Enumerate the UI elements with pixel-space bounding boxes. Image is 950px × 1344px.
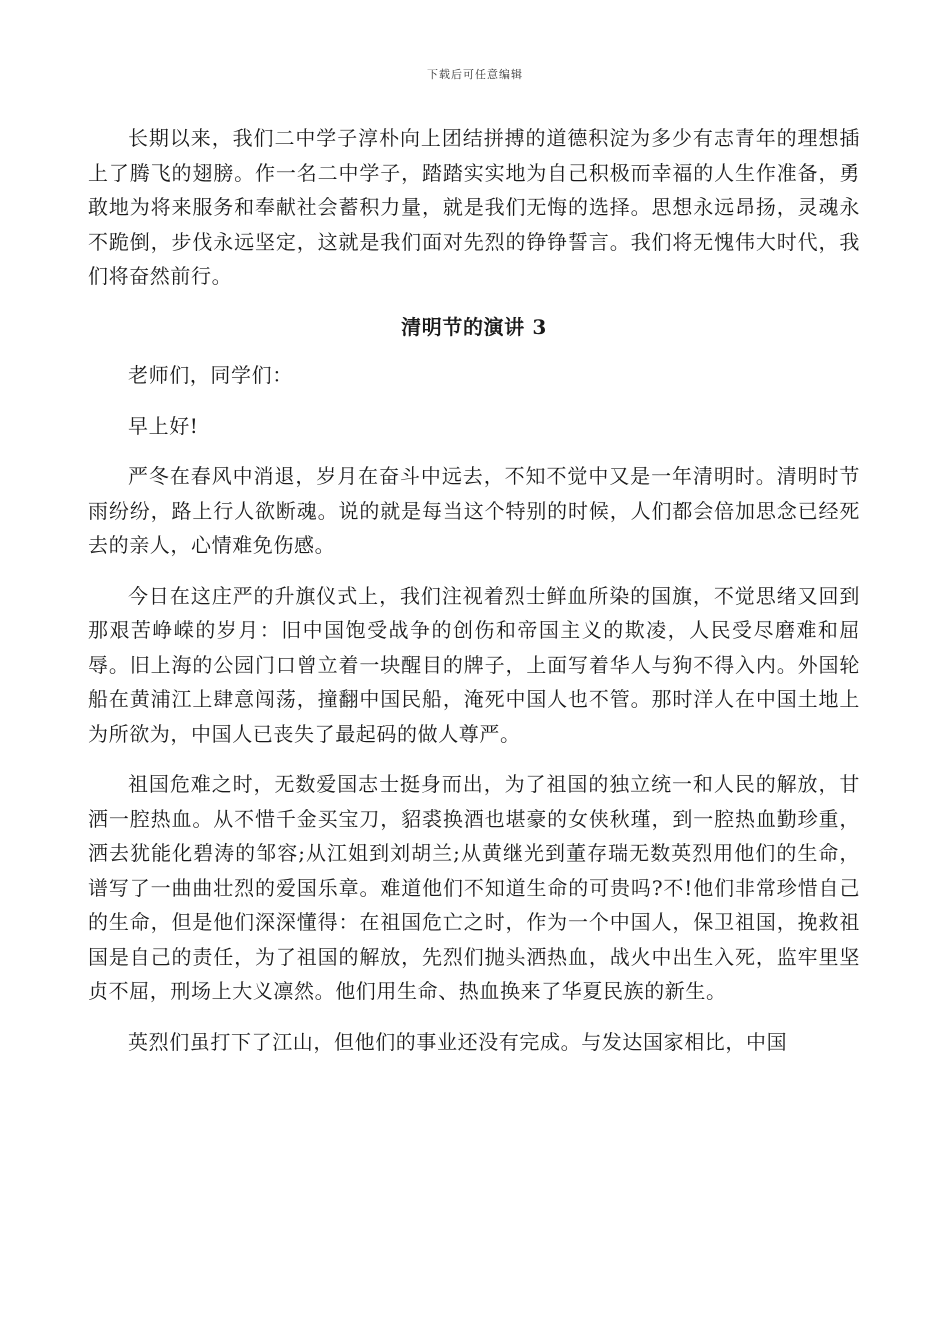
paragraph-5: 英烈们虽打下了江山，但他们的事业还没有完成。与发达国家相比，中国 [128, 1029, 788, 1054]
page-header: 下载后可任意编辑 [427, 68, 523, 81]
document-body [88, 121, 860, 1075]
paragraph-1: 长期以来，我们二中学子淳朴向上团结拼搏的道德积淀为多少有志青年的理想插上了腾飞的翅膀。作一名二中学子，踏踏实实地为自己积极而幸福的人生作准备，勇敢地为将来服务和奉献社会蓄积力量，就是我们无悔的选择。思想永远昂扬，灵魂永不跪倒，步伐永远坚定，这就是我们面对先烈的铮铮誓言。我们将无愧伟大时代，我们将奋然前行。 [88, 126, 860, 288]
greeting: 老师们，同学们： [128, 363, 293, 387]
paragraph-3: 今日在这庄严的升旗仪式上，我们注视着烈士鲜血所染的国旗，不觉思绪又回到那艰苦峥嵘的岁月：旧中国饱受战争的创伤和帝国主义的欺凌，人民受尽磨难和屈辱。旧上海的公园门口曾立着一块醒目的牌子，上面写着华人与狗不得入内。外国轮船在黄浦江上肆意闯荡，撞翻中国民船，淹死中国人也不管。那时洋人在中国土地上为所欲为，中国人已丧失了最起码的做人尊严。 [88, 583, 860, 746]
section-title: 清明节的演讲 3 [401, 314, 547, 339]
paragraph-4: 祖国危难之时，无数爱国志士挺身而出，为了祖国的独立统一和人民的解放，甘洒一腔热血。从不惜千金买宝刀，貂裘换酒也堪豪的女侠秋瑾，到一腔热血勤珍重，洒去犹能化碧涛的邹容;从江姐到刘胡兰;从黄继光到董存瑞无数英烈用他们的生命，谱写了一曲曲壮烈的爱国乐章。难道他们不知道生命的可贵吗?不!他们非常珍惜自己的生命，但是他们深深懂得：在祖国危亡之时，作为一个中国人，保卫祖国，挽救祖国是自己的责任，为了祖国的解放，先烈们抛头洒热血，战火中出生入死，监牢里坚贞不屈，刑场上大义凛然。他们用生命、热血换来了华夏民族的新生。 [88, 772, 860, 1003]
morning-greeting: 早上好! [128, 413, 199, 438]
paragraph-2: 严冬在春风中消退，岁月在奋斗中远去，不知不觉中又是一年清明时。清明时节雨纷纷，路上行人欲断魂。说的就是每当这个特别的时候，人们都会倍加思念已经死去的亲人，心情难免伤感。 [88, 464, 860, 557]
